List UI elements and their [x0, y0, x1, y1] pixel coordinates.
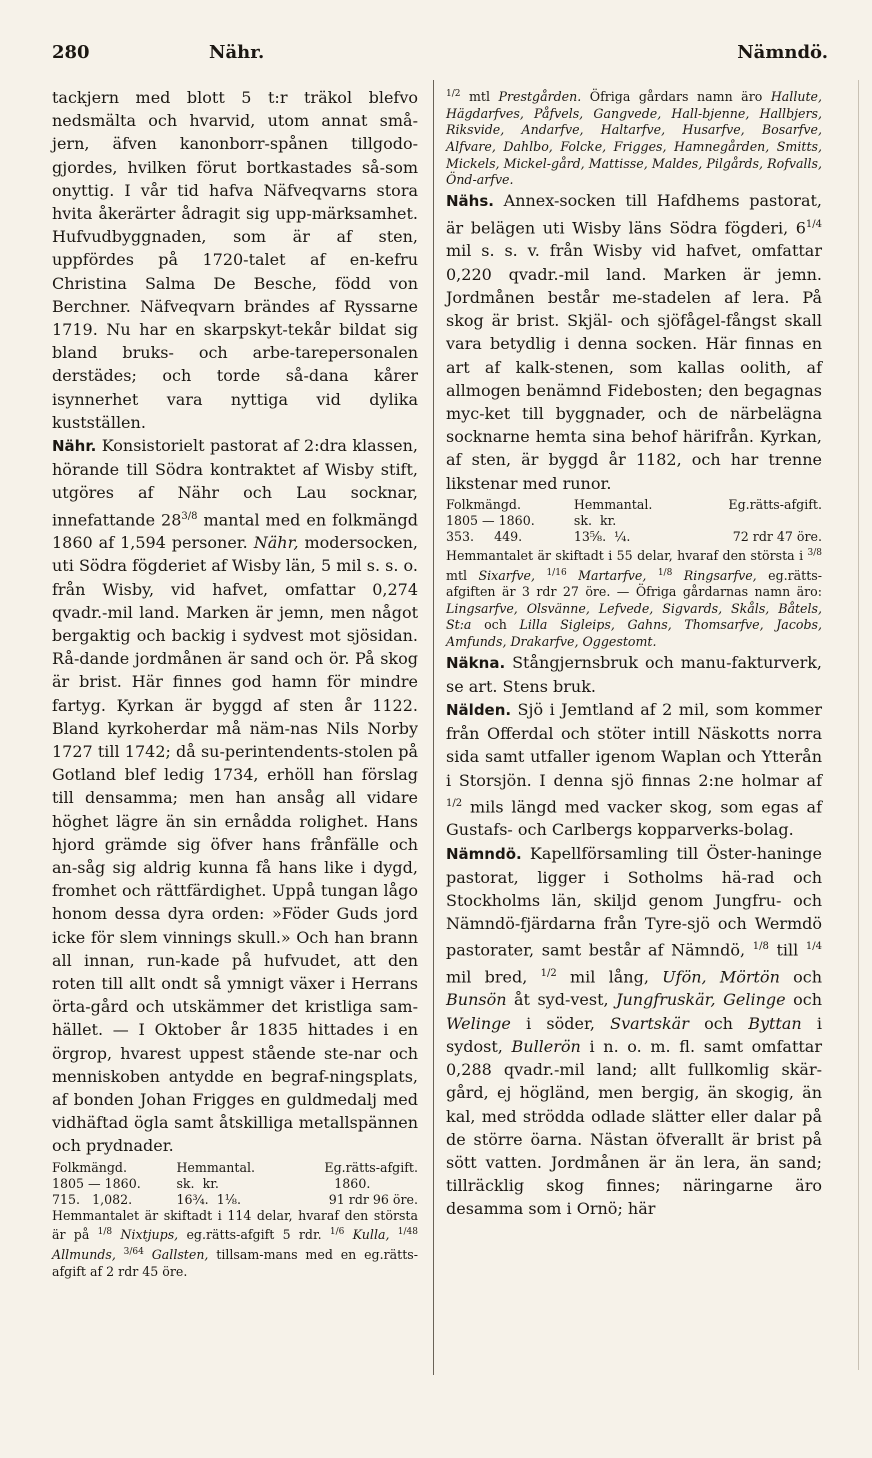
right-column [446, 86, 822, 1221]
stats-values-row: 715. 1,082. 16¾. 1⅛. 91 rdr 96 öre. [52, 1191, 418, 1207]
page-number: 280 [52, 42, 90, 63]
entry-nakna: Näkna. Stångjernsbruk och manu-fakturverk, se art. Stens bruk. [446, 652, 822, 696]
stats-sub-row: 1805 — 1860. sk. kr. 1860. [52, 1175, 371, 1191]
left-column [52, 86, 418, 1280]
stats-values-row: 353. 449. 13⅝. ¼. 72 rdr 47 öre. [446, 528, 822, 544]
stats-note-nahs: Hemmantalet är skiftadt i 55 delar, hvaraf den största i $^{3/8}$ mtl Sixarfve, $^{1/16}$ Martarfve, $^{1/8}$ Ringsarfve, eg.rätts-afgiften är 3 rdr 27 öre. — Öfriga gårdarnas namn äro: Lingsarfve, Olsvänne, Lefvede, Sigvards, Skåls, Båtels, St:a och Lilla Sigleips, Gahns, Thomsarfve, Jacobs, Amfunds, Drakarfve, Oggestomt. [446, 547, 822, 650]
stats-header-row: Folkmängd. Hemmantal. Eg.rätts-afgift. [446, 496, 822, 512]
entry-nahr: Nähr. Konsistorielt pastorat af 2:dra klassen, hörande till Södra kontraktet af Wisby stift, utgöres af Nähr och Lau socknar, innefattande $28^{3/8}$ mantal med en folkmängd 1860 af 1,594 personer. Nähr, modersocken, uti Södra fögderiet af Wisby län, 5 mil s. s. o. från Wisby, vid hafvet, omfattar 0,274 qvadr.-mil land. Marken är jemn, men något bergaktig och backig i sydvest mot sjösidan. Rå-dande jordmånen är sand och ör. På skog är brist. Här finnes god hamn för mindre fartyg. Kyrkan är byggd af sten år 1122. Bland kyrkoherdar må näm-nas Nils Norby 1727 till 1742; då su-perintendents-stolen på Gotland blef ledig 1734, erhöll han förslag till densamma; men han ansåg all vidare höghet lägre än sin ernådda rolighet. Hans hjord grämde sig öfver hans frånfälle och an-såg sig aldrig kunna få hans like i dygd, fromhet och rättfärdighet. Uppå tungan lågo honom dessa dyra orden: »Föder Guds jord icke för slem vinnings skull.» Och han brann all innan, run-kade på hufvudet, att den roten till allt ondt så ymnigt växer i Herrans örta-gård och utskämmer det kristliga sam-hället. — I Oktober år 1835 hittades i en örgrop, hvarest uppest stående ste-nar och menniskoben antydde en begraf-ningsplats, af bonden Johan Frigges en guldmedalj med vidhäftad ögla samt åtskilliga metallspännen och prydnader. [52, 436, 419, 1156]
stats-table-nahs [446, 497, 822, 545]
entry-head-nakna: Näkna. [446, 653, 506, 672]
entry-nahs: Nähs. Annex-socken till Hafdhems pastorat, är belägen uti Wisby läns Södra fögderi, $6^{1/4}$ mil s. s. v. från Wisby vid hafvet, omfattar 0,220 qvadr.-mil land. Marken är jemn. Jordmånen består me-stadelen af lera. På skog är brist. Skjäl- och sjöfågel-fångst skall vara betydlig i denna socken. Här finnas en art af kalk-stenen, som kallas oolith, af allmogen benämnd Fidebosten; den begagnas myc-ket till byggnader, och de närbelägna socknarne hemta sina behof härifrån. Kyrkan, af sten, är byggd år 1182, och har trenne likstenar med runor. [446, 190, 822, 493]
naverqvarn-continuation: tackjern med blott 5 t:r träkol blefvo nedsmälta och hvarvid, utom annat små-jern, äfven kanonborr-spånen tillgodo-gjordes, hvilken förut bortkastades så-som onyttig. I vår tid hafva Näfveqvarns stora hvita åkerärter ådragit sig upp-märksamhet. Hufvudbyggnaden, som är af sten, uppfördes på 1720-talet af en-kefru Christina Salma De Besche, född von Berchner. Näfveqvarn brändes af Ryssarne 1719. Nu har en skarpskyt-tekår bildat sig bland bruks- och arbe-tarepersonalen derstädes; och torde så-dana kårer isynnerhet vara nyttiga vid dylika kustställen. [52, 88, 418, 432]
column-divider [433, 80, 434, 1375]
entry-head-nahr: Nähr. [52, 437, 97, 456]
entry-head-nalden: Nälden. [446, 701, 512, 720]
right-running-head: Nämndö. [737, 42, 828, 63]
nahr-continuation: $^{1/2}$ mtl Prestgården. Öfriga gårdars namn äro Hallute, Hägdarfves, Påfvels, Gangvede, Hall-bjenne, Hallbjers, Riksvide, Andarfve, Haltarfve, Husarfve, Bosarfve, Alfvare, Dahlbo, Folcke, Frigges, Hamnegården, Smitts, Mickels, Mickel-gård, Mattisse, Maldes, Pilgårds, Rofvalls, Önd-arfve. [446, 89, 822, 188]
entry-nalden: Nälden. Sjö i Jemtland af 2 mil, som kommer från Offerdal och stöter intill Näskotts norra sida samt utfaller igenom Waplan och Ytterån i Storsjön. I denna sjö finnas 2:ne holmar af $^{1/2}$ mils längd med vacker skog, som egas af Gustafs- och Carlbergs kopparverks-bolag. [446, 700, 822, 840]
stats-table-nahr [52, 1160, 418, 1208]
running-header [52, 36, 828, 66]
stats-header-row: Folkmängd. Hemmantal. Eg.rätts-afgift. [52, 1159, 418, 1175]
entry-namndo: Nämndö. Kapellförsamling till Öster-haninge pastorat, ligger i Sotholms hä-rad och Stockholms län, skiljd genom Jungfru- och Nämndö-fjärdarna från Tyre-sjö och Wermdö pastorater, samt består af Nämndö, $^{1/8}$ till $^{1/4}$ mil bred, $^{1/2}$ mil lång, Ufön, Mörtön och Bunsön åt syd-vest, Jungfruskär, Gelinge och Welinge i söder, Svartskär och Byttan i sydost, Bullerön i n. o. m. fl. samt omfattar 0,288 qvadr.-mil land; allt fullkomlig skär-gård, ej högländ, men bergig, än skogig, än kal, med strödda odlade slätter eller dalar på de större öarna. Nästan öfverallt är brist på sött vatten. Jordmånen är än lera, än sand; tillräcklig skog finnes; näringarne äro desamma som i Ornö; här [446, 843, 823, 1219]
entry-head-nahs: Nähs. [446, 191, 494, 210]
right-edge-rule [858, 80, 859, 1370]
stats-note-nahr: Hemmantalet är skiftadt i 114 delar, hvaraf den största är på $^{1/8}$ Nixtjups, eg.rätts-afgift 5 rdr. $^{1/6}$ Kulla, $^{1/48}$ Allmunds, $^{3/64}$ Gallsten, tillsam-mans med en eg.rätts-afgift af 2 rdr 45 öre. [52, 1207, 418, 1279]
left-running-head: Nähr. [209, 42, 265, 63]
entry-head-namndo: Nämndö. [446, 844, 522, 863]
stats-sub-row: 1805 — 1860. sk. kr. [446, 512, 617, 528]
